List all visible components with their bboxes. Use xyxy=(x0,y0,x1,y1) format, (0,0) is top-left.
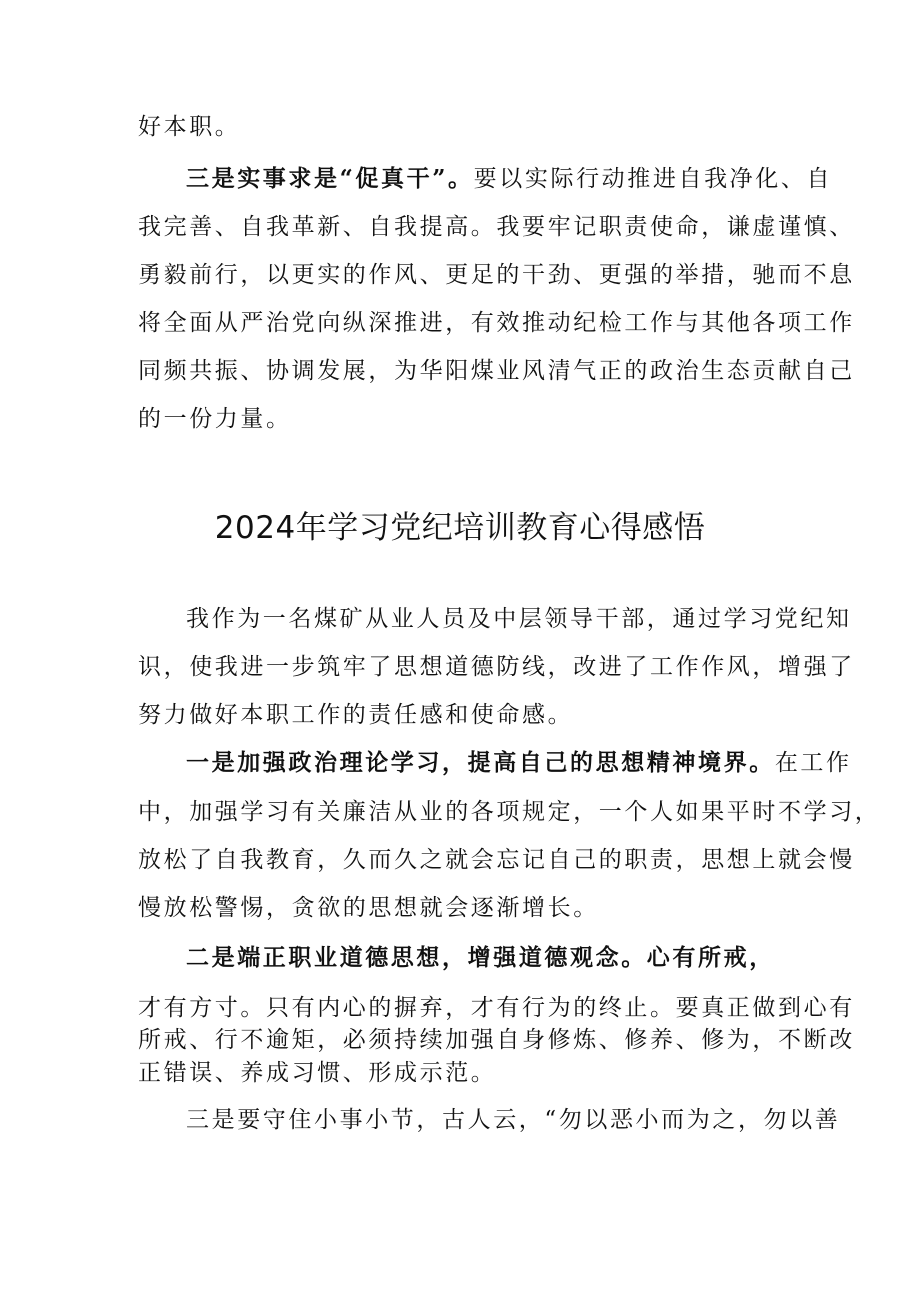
section-heading: 一是加强政治理论学习，提高自己的思想精神境界。 xyxy=(186,749,775,776)
paragraph-line: 识，使我进一步筑牢了思想道德防线，改进了工作作风，增强了 xyxy=(138,654,855,680)
paragraph-line: 我作为一名煤矿从业人员及中层领导干部，通过学习党纪知 xyxy=(186,606,852,632)
paragraph-line: 努力做好本职工作的责任感和使命感。 xyxy=(138,702,574,728)
paragraph-line: 中，加强学习有关廉洁从业的各项规定，一个人如果平时不学习， xyxy=(138,799,881,825)
paragraph-line: 才有方寸。只有内心的摒弃，才有行为的终止。要真正做到心有 xyxy=(138,995,855,1021)
article-title: 2024年学习党纪培训教育心得感悟 xyxy=(214,510,706,546)
paragraph-line: 三是要守住小事小节，古人云，“勿以恶小而为之，勿以善 xyxy=(186,1107,841,1133)
paragraph-line: 我完善、自我革新、自我提高。我要牢记职责使命，谦虚谨慎、 xyxy=(138,214,855,240)
paragraph-line: 好本职。 xyxy=(138,114,241,140)
paragraph-text: 在工作 xyxy=(774,750,852,776)
paragraph-line: 所戒、行不逾矩，必须持续加强自身修炼、修养、修为，不断改 xyxy=(138,1027,855,1053)
paragraph-text: 要以实际行动推进自我净化、自 xyxy=(473,166,833,192)
paragraph-line: 勇毅前行，以更实的作风、更足的干劲、更强的举措，驰而不息 xyxy=(138,262,855,288)
paragraph-line xyxy=(186,164,832,194)
paragraph-line: 的一份力量。 xyxy=(138,406,292,432)
paragraph-line: 正错误、养成习惯、形成示范。 xyxy=(138,1060,497,1086)
section-heading: 二是端正职业道德思想，增强道德观念。心有所戒， xyxy=(186,944,775,971)
paragraph-line: 放松了自我教育，久而久之就会忘记自己的职责，思想上就会慢 xyxy=(138,847,855,873)
paragraph-line: 慢放松警惕，贪欲的思想就会逐渐增长。 xyxy=(138,895,599,921)
paragraph-line: 将全面从严治党向纵深推进，有效推动纪检工作与其他各项工作 xyxy=(138,310,855,336)
paragraph-line xyxy=(186,748,852,778)
paragraph-line: 同频共振、协调发展，为华阳煤业风清气正的政治生态贡献自己 xyxy=(138,358,855,384)
section-heading: 三是实事求是“促真干”。 xyxy=(186,165,474,192)
